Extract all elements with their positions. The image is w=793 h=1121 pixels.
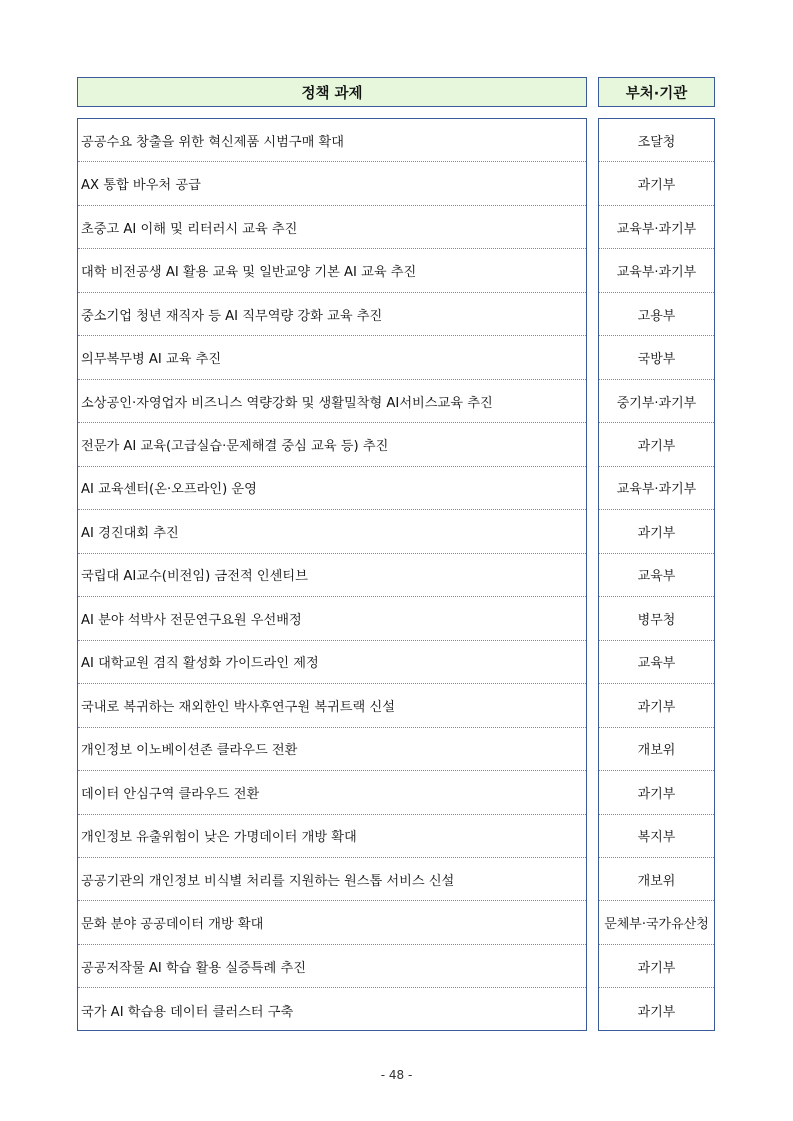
policy-task-cell: 공공기관의 개인정보 비식별 처리를 지원하는 원스톱 서비스 신설 (78, 858, 586, 901)
header-policy-task-label: 정책 과제 (301, 85, 363, 102)
department-cell: 교육부·과기부 (599, 206, 714, 249)
policy-task-cell: AI 경진대회 추진 (78, 510, 586, 553)
policy-task-cell: 소상공인·자영업자 비즈니스 역량강화 및 생활밀착형 AI서비스교육 추진 (78, 380, 586, 423)
policy-task-cell: AI 분야 석박사 전문연구요원 우선배정 (78, 597, 586, 640)
department-cell: 개보위 (599, 858, 714, 901)
header-policy-task (77, 77, 587, 107)
header-department (598, 77, 715, 107)
policy-task-cell: 공공수요 창출을 위한 혁신제품 시범구매 확대 (78, 119, 586, 162)
header-department-label: 부처·기관 (625, 85, 688, 102)
department-cell: 개보위 (599, 728, 714, 771)
policy-task-column (77, 118, 587, 1031)
department-cell: 과기부 (637, 1004, 676, 1020)
department-cell: 교육부·과기부 (599, 249, 714, 292)
policy-task-cell: 문화 분야 공공데이터 개방 확대 (78, 901, 586, 944)
department-cell: 교육부 (599, 641, 714, 684)
policy-task-cell: 중소기업 청년 재직자 등 AI 직무역량 강화 교육 추진 (78, 293, 586, 336)
policy-task-cell: 공공저작물 AI 학습 활용 실증특례 추진 (78, 945, 586, 988)
department-cell: 교육부 (599, 554, 714, 597)
department-cell: 교육부·과기부 (599, 467, 714, 510)
policy-task-cell: 개인정보 이노베이션존 클라우드 전환 (78, 728, 586, 771)
department-column (598, 118, 715, 1031)
department-cell: 과기부 (599, 771, 714, 814)
department-cell: 과기부 (599, 510, 714, 553)
policy-task-cell: 초중고 AI 이해 및 리터러시 교육 추진 (78, 206, 586, 249)
department-cell: 국방부 (599, 336, 714, 379)
department-cell: 과기부 (599, 945, 714, 988)
policy-task-cell: 전문가 AI 교육(고급실습·문제해결 중심 교육 등) 추진 (78, 423, 586, 466)
department-cell: 문체부·국가유산청 (599, 901, 714, 944)
policy-task-cell: 국가 AI 학습용 데이터 클러스터 구축 (81, 1004, 294, 1020)
policy-task-cell: 국내로 복귀하는 재외한인 박사후연구원 복귀트랙 신설 (78, 684, 586, 727)
page-number: - 48 - (380, 1068, 413, 1082)
department-cell: 과기부 (599, 423, 714, 466)
department-cell: 병무청 (599, 597, 714, 640)
policy-task-cell: AI 교육센터(온·오프라인) 운영 (78, 467, 586, 510)
policy-task-cell: 개인정보 유출위험이 낮은 가명데이터 개방 확대 (78, 815, 586, 858)
policy-task-cell: AI 대학교원 겸직 활성화 가이드라인 제정 (78, 641, 586, 684)
department-cell: 고용부 (599, 293, 714, 336)
department-cell: 과기부 (599, 162, 714, 205)
policy-task-cell: 의무복무병 AI 교육 추진 (78, 336, 586, 379)
department-cell: 중기부·과기부 (599, 380, 714, 423)
policy-task-cell: AX 통합 바우처 공급 (78, 162, 586, 205)
policy-task-cell: 데이터 안심구역 클라우드 전환 (78, 771, 586, 814)
policy-task-cell: 대학 비전공생 AI 활용 교육 및 일반교양 기본 AI 교육 추진 (78, 249, 586, 292)
department-cell: 조달청 (599, 119, 714, 162)
department-cell: 과기부 (599, 684, 714, 727)
policy-task-cell: 국립대 AI교수(비전임) 금전적 인센티브 (78, 554, 586, 597)
department-cell: 복지부 (599, 815, 714, 858)
